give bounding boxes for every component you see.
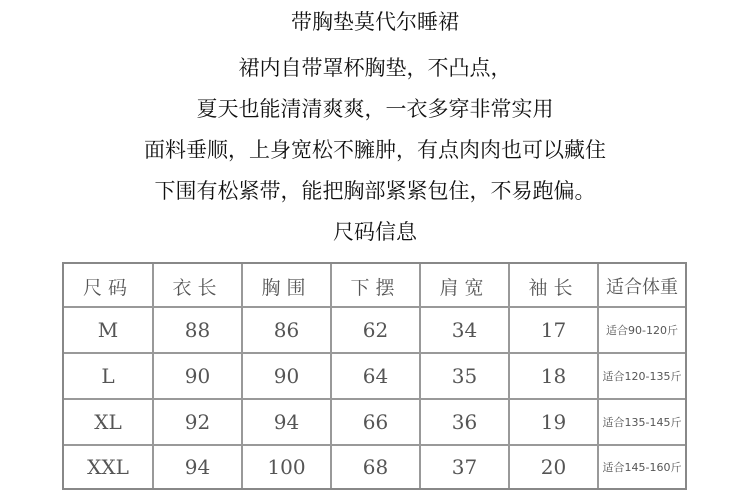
table-row	[64, 354, 685, 398]
header-shoulder: 肩宽	[421, 264, 510, 308]
cell-size: L	[64, 354, 154, 398]
description-line: 下围有松紧带，能把胸部紧紧包住，不易跑偏。	[154, 179, 596, 203]
description-line: 面料垂顺，上身宽松不臃肿，有点肉肉也可以藏住	[144, 138, 606, 162]
cell-sleeve: 20	[510, 446, 599, 488]
cell-size: XL	[64, 400, 154, 444]
cell-bust: 86	[243, 308, 332, 352]
cell-hem: 64	[332, 354, 421, 398]
cell-length: 92	[154, 400, 243, 444]
cell-shoulder: 36	[421, 400, 510, 444]
product-title: 带胸垫莫代尔睡裙	[291, 10, 459, 34]
header-hem: 下摆	[332, 264, 421, 308]
header-weight: 适合体重	[606, 277, 678, 298]
cell-weight: 适合120-135斤	[602, 370, 682, 383]
header-sleeve: 袖长	[510, 264, 599, 308]
table-row	[64, 308, 685, 352]
table-header-row	[64, 264, 685, 308]
header-size: 尺码	[64, 264, 154, 308]
cell-weight: 适合145-160斤	[602, 461, 682, 474]
header-bust: 胸围	[243, 264, 332, 308]
cell-hem: 68	[332, 446, 421, 488]
size-info-heading: 尺码信息	[333, 220, 417, 244]
cell-bust: 94	[243, 400, 332, 444]
cell-weight: 适合135-145斤	[602, 416, 682, 429]
table-row	[64, 400, 685, 444]
cell-sleeve: 19	[510, 400, 599, 444]
header-length: 衣长	[154, 264, 243, 308]
cell-hem: 62	[332, 308, 421, 352]
cell-size: XXL	[64, 446, 154, 488]
cell-shoulder: 35	[421, 354, 510, 398]
cell-length: 88	[154, 308, 243, 352]
cell-sleeve: 18	[510, 354, 599, 398]
cell-bust: 90	[243, 354, 332, 398]
cell-weight: 适合90-120斤	[606, 324, 678, 337]
cell-length: 90	[154, 354, 243, 398]
cell-length: 94	[154, 446, 243, 488]
table-row	[64, 446, 685, 488]
cell-shoulder: 37	[421, 446, 510, 488]
cell-bust: 100	[243, 446, 332, 488]
size-table	[62, 262, 687, 490]
cell-hem: 66	[332, 400, 421, 444]
description-line: 裙内自带罩杯胸垫，不凸点，	[238, 56, 512, 80]
cell-size: M	[64, 308, 154, 352]
description-line: 夏天也能清清爽爽，一衣多穿非常实用	[196, 97, 554, 121]
cell-sleeve: 17	[510, 308, 599, 352]
cell-shoulder: 34	[421, 308, 510, 352]
